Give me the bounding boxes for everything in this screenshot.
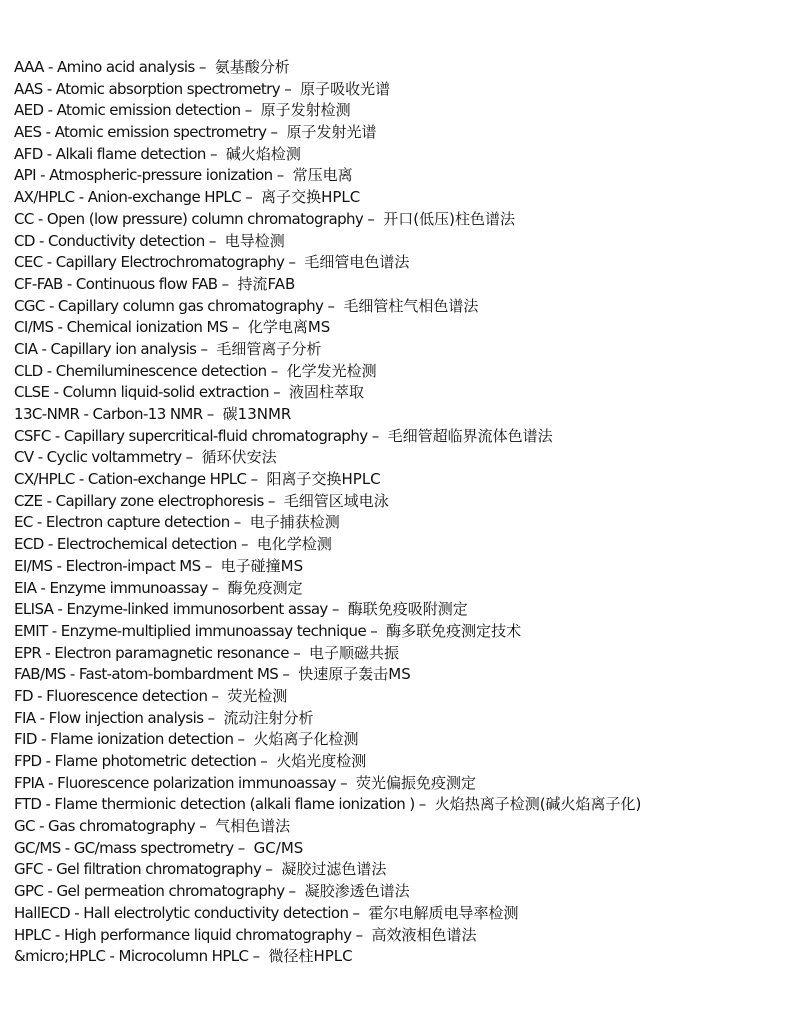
glossary-entry: [14, 903, 784, 925]
entry-english: EIA - Enzyme immunoassay –: [14, 578, 219, 597]
entry-chinese: 电子顺磁共振: [309, 643, 400, 662]
glossary-entry: [14, 859, 784, 881]
entry-english: CX/HPLC - Cation-exchange HPLC –: [14, 470, 258, 489]
glossary-entry: [14, 686, 784, 708]
glossary-entry: [14, 209, 784, 231]
glossary-entry: [14, 751, 784, 773]
entry-chinese: 毛细管超临界流体色谱法: [387, 426, 553, 445]
entry-chinese: 微径柱HPLC: [268, 947, 353, 966]
entry-english: FPD - Flame photometric detection –: [14, 752, 268, 770]
glossary-entry: [14, 165, 784, 187]
glossary-entry: [14, 881, 784, 903]
glossary-entry: [14, 447, 784, 469]
entry-english: EC - Electron capture detection –: [14, 513, 241, 532]
glossary-entry: [14, 404, 784, 426]
entry-english: EPR - Electron paramagnetic resonance –: [14, 643, 300, 662]
entry-chinese: 酶联免疫吸附测定: [347, 600, 468, 619]
entry-english: CD - Conductivity detection –: [14, 231, 216, 250]
entry-english: AED - Atomic emission detection –: [14, 101, 252, 120]
entry-english: CGC - Capillary column gas chromatography –: [14, 296, 335, 315]
glossary-entry: [14, 361, 784, 383]
glossary-entry: [14, 317, 784, 339]
glossary-entry: [14, 122, 784, 144]
entry-chinese: 火焰离子化检测: [253, 730, 359, 749]
glossary-entry: [14, 469, 784, 491]
entry-chinese: 电子碰撞MS: [220, 556, 304, 575]
entry-english: CC - Open (low pressure) column chromatography –: [14, 209, 375, 228]
entry-chinese: 电化学检测: [256, 535, 332, 554]
entry-english: CF-FAB - Continuous flow FAB –: [14, 274, 229, 293]
entry-english: FID - Flame ionization detection –: [14, 730, 245, 749]
entry-chinese: 霍尔电解质电导率检测: [368, 903, 519, 922]
entry-english: FPIA - Fluorescence polarization immunoassay –: [14, 773, 347, 792]
entry-english: CIA - Capillary ion analysis –: [14, 339, 208, 358]
glossary-entry: [14, 729, 784, 751]
entry-english: HPLC - High performance liquid chromatography –: [14, 925, 363, 944]
entry-english: AAA - Amino acid analysis –: [14, 58, 206, 76]
abbreviation-glossary: [14, 57, 784, 968]
entry-english: AX/HPLC - Anion-exchange HPLC –: [14, 188, 253, 207]
entry-chinese: 毛细管区域电泳: [283, 491, 389, 510]
entry-chinese: 原子发射检测: [260, 101, 351, 120]
glossary-entry: [14, 534, 784, 556]
entry-chinese: 碱火焰检测: [225, 144, 301, 163]
entry-english: EMIT - Enzyme-multiplied immunoassay technique –: [14, 621, 378, 640]
glossary-entry: [14, 57, 784, 79]
glossary-entry: [14, 252, 784, 274]
glossary-entry: [14, 79, 784, 101]
entry-english: 13C-NMR - Carbon-13 NMR –: [14, 405, 214, 423]
entry-english: CEC - Capillary Electrochromatography –: [14, 253, 296, 272]
glossary-entry: [14, 556, 784, 578]
entry-english: AFD - Alkali flame detection –: [14, 144, 217, 163]
entry-english: FIA - Flow injection analysis –: [14, 708, 215, 727]
entry-english: API - Atmospheric-pressure ionization –: [14, 166, 284, 185]
entry-chinese: 快速原子轰击MS: [298, 665, 411, 684]
entry-chinese: 原子吸收光谱: [300, 79, 391, 98]
entry-chinese: 离子交换HPLC: [261, 188, 361, 207]
entry-chinese: 阳离子交换HPLC: [266, 470, 381, 489]
glossary-entry: [14, 578, 784, 600]
entry-chinese: 毛细管离子分析: [216, 339, 322, 358]
entry-english: CSFC - Capillary supercritical-fluid chromatography –: [14, 426, 379, 445]
entry-english: GPC - Gel permeation chromatography –: [14, 882, 296, 901]
glossary-entry: [14, 187, 784, 209]
entry-chinese: 化学电离MS: [247, 318, 331, 337]
entry-chinese: 酶多联免疫测定技术: [386, 621, 522, 640]
entry-english: AES - Atomic emission spectrometry –: [14, 123, 278, 142]
entry-chinese: 循环伏安法: [201, 448, 277, 467]
glossary-entry: [14, 946, 784, 968]
entry-chinese: 开口(低压)柱色谱法: [383, 209, 515, 228]
entry-chinese: 毛细管柱气相色谱法: [343, 296, 479, 315]
entry-chinese: 氨基酸分析: [214, 58, 290, 76]
glossary-entry: [14, 382, 784, 404]
glossary-entry: [14, 708, 784, 730]
entry-english: GFC - Gel filtration chromatography –: [14, 860, 273, 879]
glossary-entry: [14, 100, 784, 122]
entry-english: GC - Gas chromatography –: [14, 817, 207, 836]
glossary-entry: [14, 599, 784, 621]
entry-english: CV - Cyclic voltammetry –: [14, 448, 193, 467]
glossary-entry: [14, 664, 784, 686]
glossary-entry: [14, 426, 784, 448]
entry-english: ECD - Electrochemical detection –: [14, 535, 248, 554]
entry-chinese: 原子发射光谱: [286, 123, 377, 142]
glossary-entry: [14, 231, 784, 253]
entry-english: FAB/MS - Fast-atom-bombardment MS –: [14, 665, 290, 684]
entry-chinese: 化学发光检测: [286, 361, 377, 380]
entry-english: GC/MS - GC/mass spectrometry –: [14, 838, 245, 857]
entry-chinese: 持流FAB: [237, 274, 296, 293]
glossary-entry: [14, 144, 784, 166]
entry-chinese: 流动注射分析: [223, 708, 314, 727]
entry-english: EI/MS - Electron-impact MS –: [14, 556, 212, 575]
entry-chinese: 火焰光度检测: [276, 752, 367, 770]
glossary-entry: [14, 491, 784, 513]
entry-chinese: 液固柱萃取: [289, 383, 365, 402]
glossary-entry: [14, 643, 784, 665]
entry-chinese: 高效液相色谱法: [371, 925, 477, 944]
glossary-entry: [14, 816, 784, 838]
entry-english: CI/MS - Chemical ionization MS –: [14, 318, 239, 337]
glossary-entry: [14, 838, 784, 860]
glossary-entry: [14, 274, 784, 296]
glossary-entry: [14, 296, 784, 318]
entry-chinese: 电导检测: [224, 231, 285, 250]
entry-english: CZE - Capillary zone electrophoresis –: [14, 491, 275, 510]
entry-chinese: 常压电离: [292, 166, 353, 185]
entry-english: &micro;HPLC - Microcolumn HPLC –: [14, 947, 260, 966]
glossary-entry: [14, 339, 784, 361]
entry-english: AAS - Atomic absorption spectrometry –: [14, 79, 292, 98]
entry-english: FD - Fluorescence detection –: [14, 686, 219, 705]
entry-english: HallECD - Hall electrolytic conductivity detection –: [14, 903, 360, 922]
glossary-entry: [14, 773, 784, 795]
entry-chinese: 碳13NMR: [222, 405, 292, 423]
entry-chinese: 毛细管电色谱法: [304, 253, 410, 272]
glossary-entry: [14, 621, 784, 643]
entry-english: CLD - Chemiluminescence detection –: [14, 361, 278, 380]
entry-chinese: 气相色谱法: [215, 817, 291, 836]
glossary-entry: [14, 925, 784, 947]
entry-chinese: 荧光检测: [227, 686, 288, 705]
entry-english: CLSE - Column liquid-solid extraction –: [14, 383, 281, 402]
entry-chinese: 火焰热离子检测(碱火焰离子化): [434, 795, 642, 814]
entry-english: FTD - Flame thermionic detection (alkali flame ionization ) –: [14, 795, 426, 814]
entry-chinese: GC/MS: [253, 838, 304, 857]
entry-chinese: 酶免疫测定: [227, 578, 303, 597]
glossary-entry: [14, 794, 784, 816]
entry-chinese: 荧光偏振免疫测定: [356, 773, 477, 792]
entry-chinese: 凝胶过滤色谱法: [281, 860, 387, 879]
entry-chinese: 电子捕获检测: [249, 513, 340, 532]
glossary-entry: [14, 512, 784, 534]
entry-chinese: 凝胶渗透色谱法: [304, 882, 410, 901]
entry-english: ELISA - Enzyme-linked immunosorbent assay –: [14, 600, 339, 619]
